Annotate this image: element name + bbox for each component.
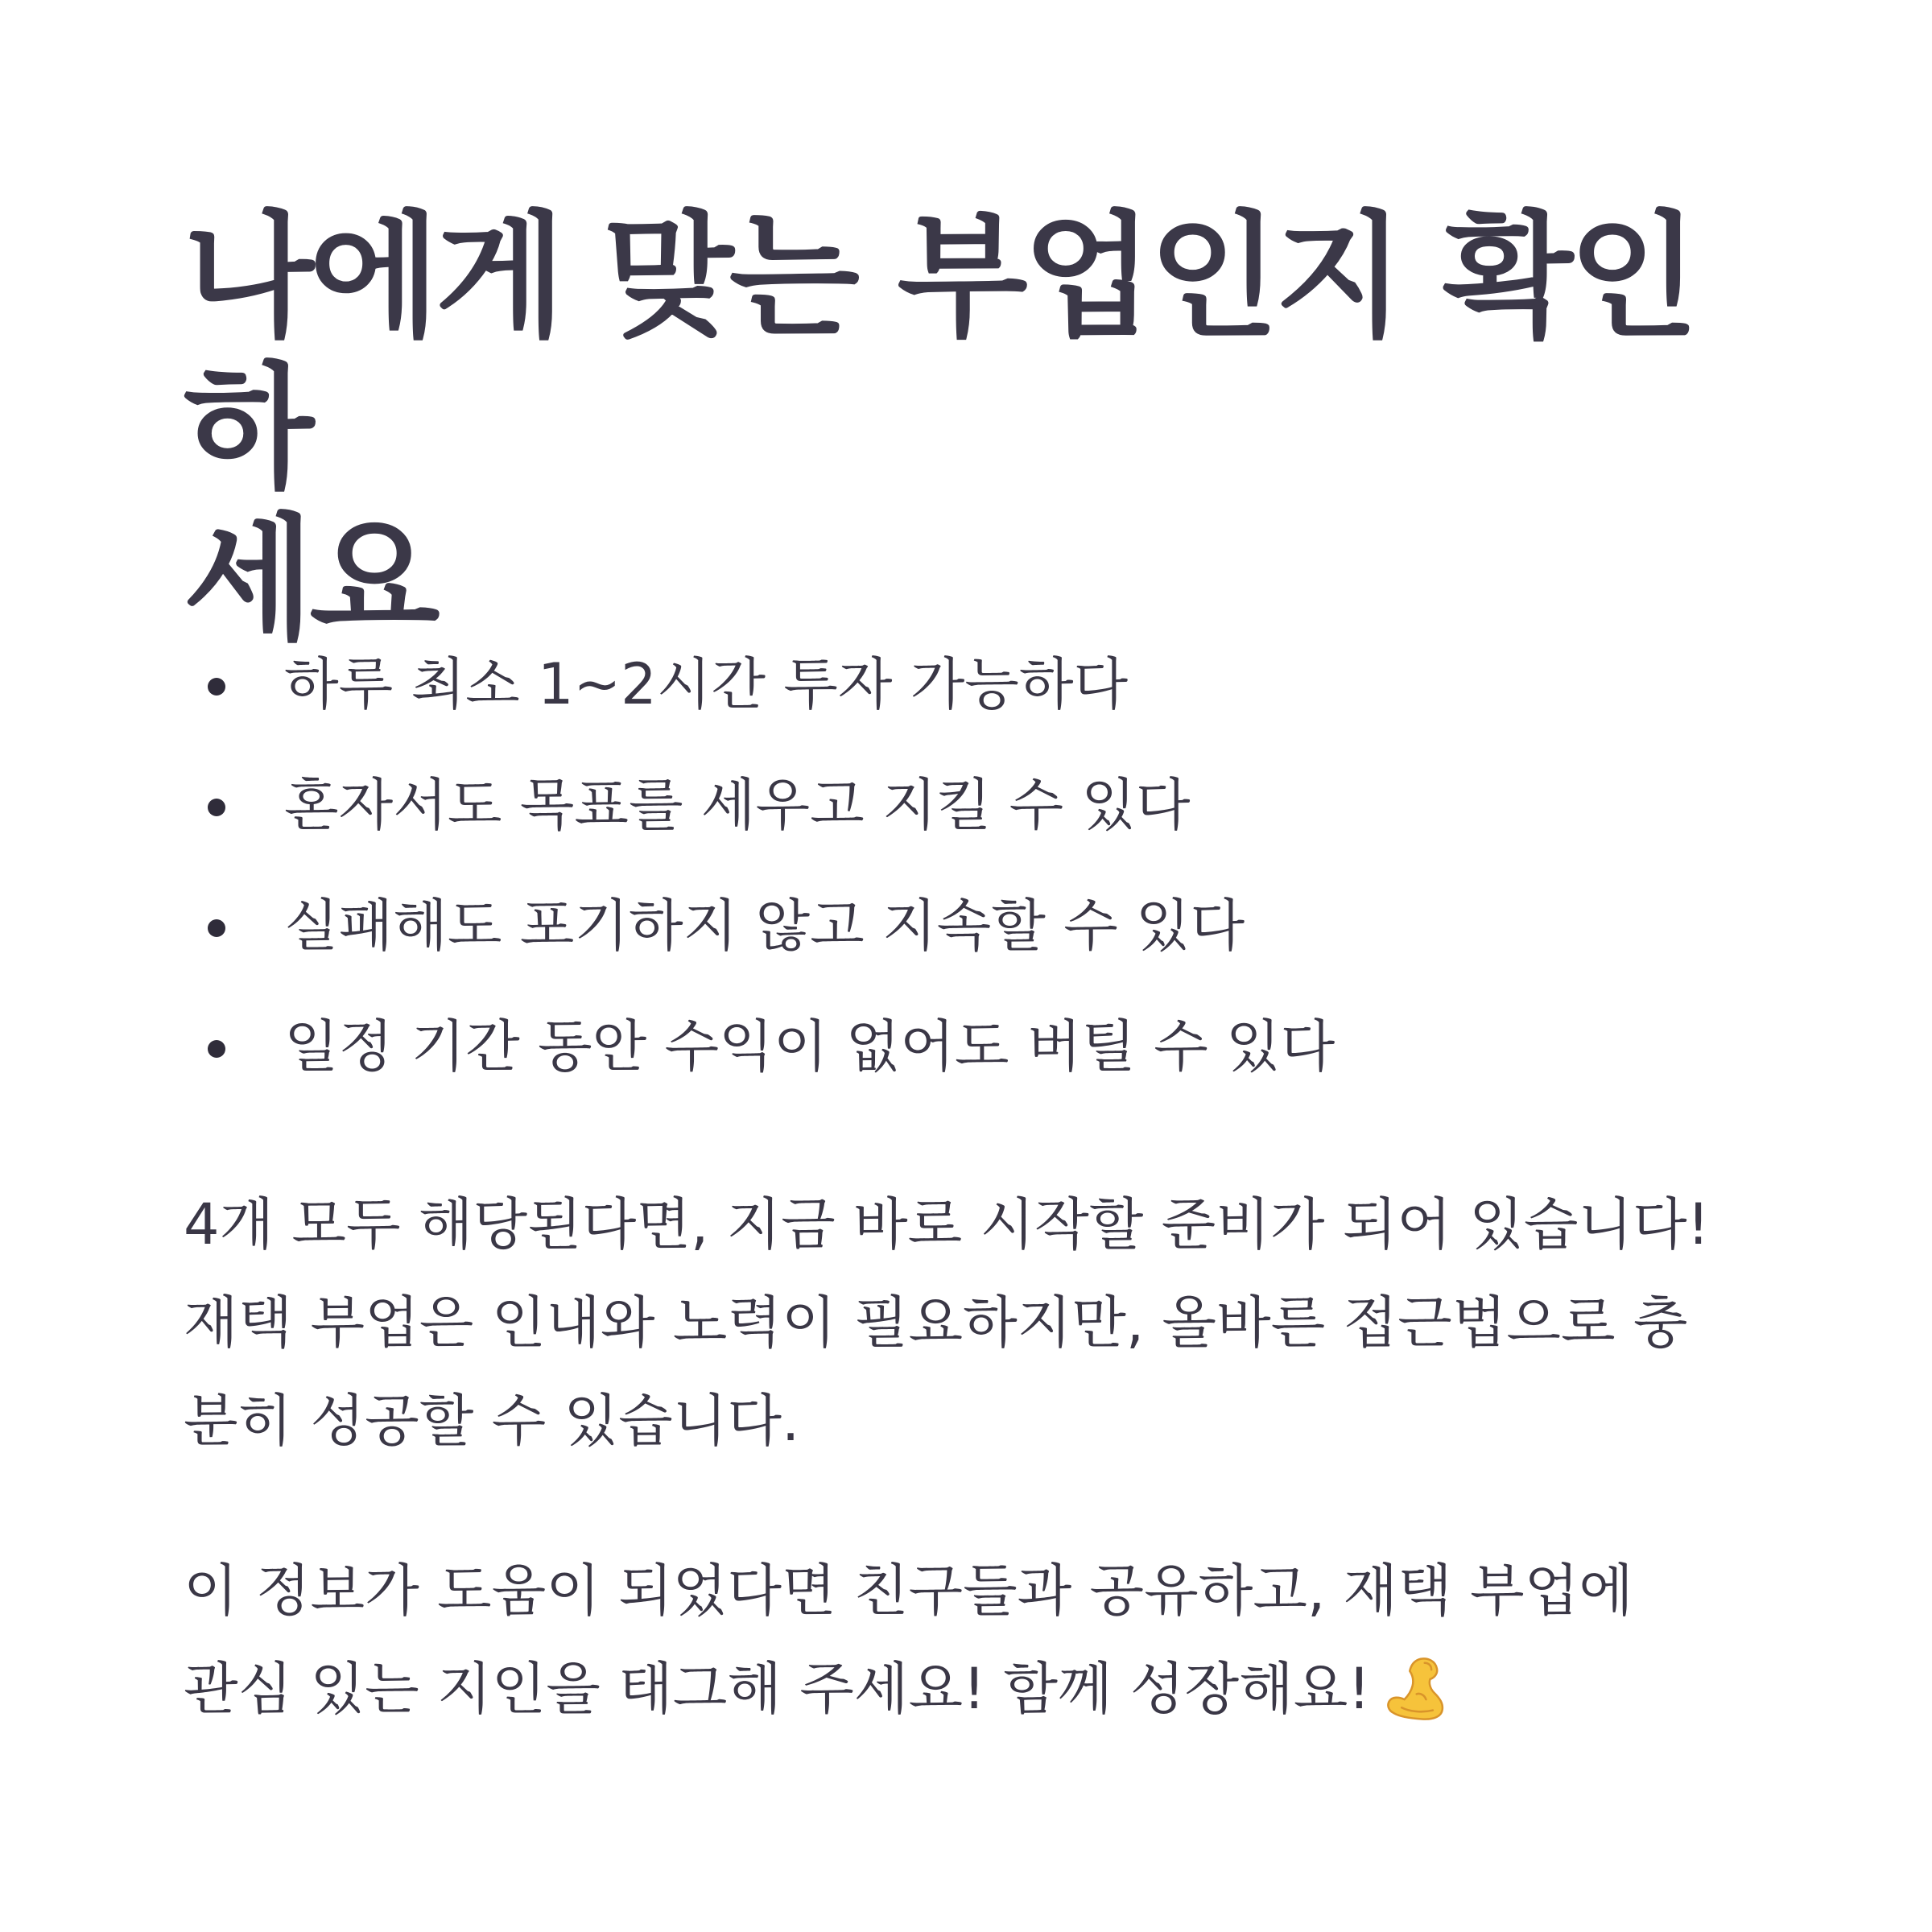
checklist-item [184,765,1777,886]
share-paragraph [184,1542,1785,1738]
bullet-icon [208,799,225,816]
conclusion-paragraph [184,1175,1785,1470]
page-title-line-1: 나에게 맞는 부업인지 확인하 [184,198,1695,507]
checklist-item-text: 일정 기간 동안 수익이 없어도 버틸 수 있다 [284,1013,1335,1080]
bullet-icon [208,919,225,937]
checklist-item [184,1006,1777,1127]
bullet-icon [208,1040,225,1058]
checklist-item-text: 하루 최소 1~2시간 투자 가능하다 [284,651,1129,717]
page-title [184,198,1729,658]
share-line-1: 이 정보가 도움이 되었다면 친구들과 공유하고, 재택 부업에 [184,1558,1633,1624]
page-title-line-2: 세요 [184,501,436,658]
checklist-item-text: 실패해도 포기하지 않고 지속할 수 있다 [284,893,1245,959]
conclusion-line-2: 재택 부업은 인내와 노력이 필요하지만, 올바른 접근법으로 충 [184,1290,1688,1356]
share-line-2: 관심 있는 지인을 태그해 주세요! 함께 성장해요! [184,1656,1371,1722]
flexed-biceps-icon [1381,1653,1449,1720]
conclusion-line-3: 분히 성공할 수 있습니다. [184,1388,800,1454]
conclusion-line-1: 4개 모두 해당된다면, 지금 바로 시작할 준비가 되어 있습니다! [184,1191,1710,1257]
checklist-item-text: 혼자서도 목표를 세우고 지킬 수 있다 [284,772,1191,838]
bullet-icon [208,678,225,696]
checklist-item [184,644,1777,765]
checklist-item [184,886,1777,1006]
checklist [184,644,1777,1127]
